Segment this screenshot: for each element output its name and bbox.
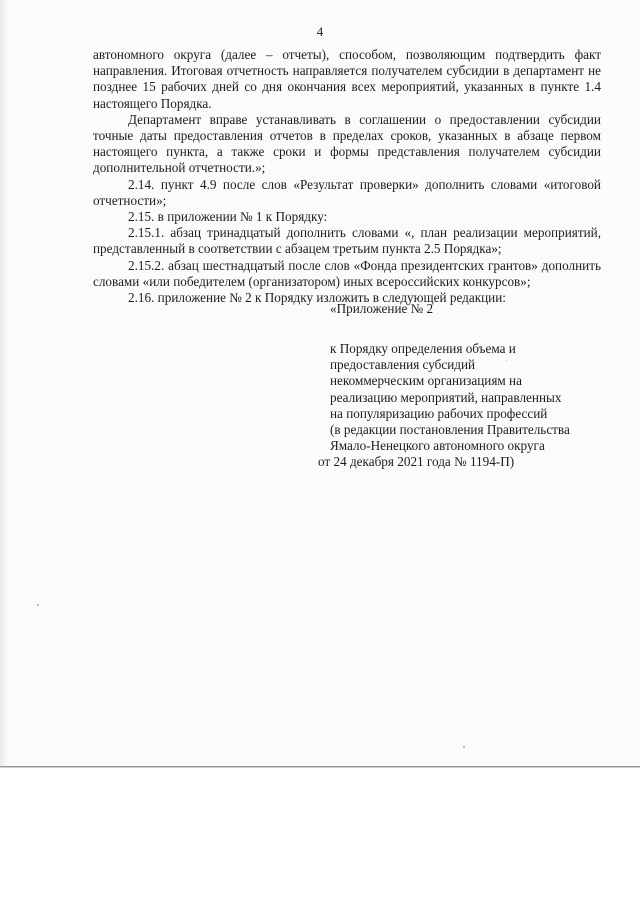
scan-speck xyxy=(463,746,465,748)
appendix-caption-line: (в редакции постановления Правительства xyxy=(330,422,570,438)
scan-speck xyxy=(506,360,507,361)
appendix-caption-line: от 24 декабря 2021 года № 1194-П) xyxy=(318,454,515,470)
scan-shadow-edge xyxy=(0,0,8,766)
appendix-title: «Приложение № 2 xyxy=(330,301,434,316)
paragraph-2-15: 2.15. в приложении № 1 к Порядку: xyxy=(128,209,328,225)
paragraph-2-15-2: 2.15.2. абзац шестнадцатый после слов «Фонда президентских грантов» дополнить словами «или победителем (организатором) иных всероссийских конкурсов»; xyxy=(93,257,601,289)
appendix-caption-line: Ямало-Ненецкого автономного округа xyxy=(330,438,545,454)
appendix-caption-line: предоставления субсидий xyxy=(330,357,476,373)
appendix-caption-line: на популяризацию рабочих профессий xyxy=(330,405,548,421)
document-body xyxy=(93,47,601,306)
appendix-caption-line: некоммерческим организациям на xyxy=(330,373,522,389)
appendix-caption-line: реализацию мероприятий, направленных xyxy=(330,389,562,405)
page-number: 4 xyxy=(316,24,324,39)
paragraph-reporting-deadline: автономного округа (далее – отчеты), способом, позволяющим подтвердить факт направления. Итоговая отчетность направляется получателем субсидии в департамент не позднее 15 рабочих дней со дня окончания всех мероприятий, указанных в пункте 1.4 настоящего Порядка. xyxy=(93,47,601,111)
paragraph-2-16: 2.16. приложение № 2 к Порядку изложить в следующей редакции: xyxy=(128,290,506,306)
scan-speck xyxy=(37,604,39,606)
appendix-caption-line: к Порядку определения объема и xyxy=(330,341,516,356)
paragraph-2-15-1: 2.15.1. абзац тринадцатый дополнить словами «, план реализации мероприятий, представленный в соответствии с абзацем третьим пункта 2.5 Порядка»; xyxy=(93,225,601,257)
appendix-caption xyxy=(318,341,570,471)
paragraph-department-rights: Департамент вправе устанавливать в соглашении о предоставлении субсидии точные даты предоставления отчетов в пределах сроков, указанных в абзаце первом настоящего пункта, а также сроки и формы представления получателем субсидии дополнительной отчетности.»; xyxy=(93,111,601,176)
paragraph-2-14: 2.14. пункт 4.9 после слов «Результат проверки» дополнить словами «итоговой отчетности»; xyxy=(93,176,601,208)
